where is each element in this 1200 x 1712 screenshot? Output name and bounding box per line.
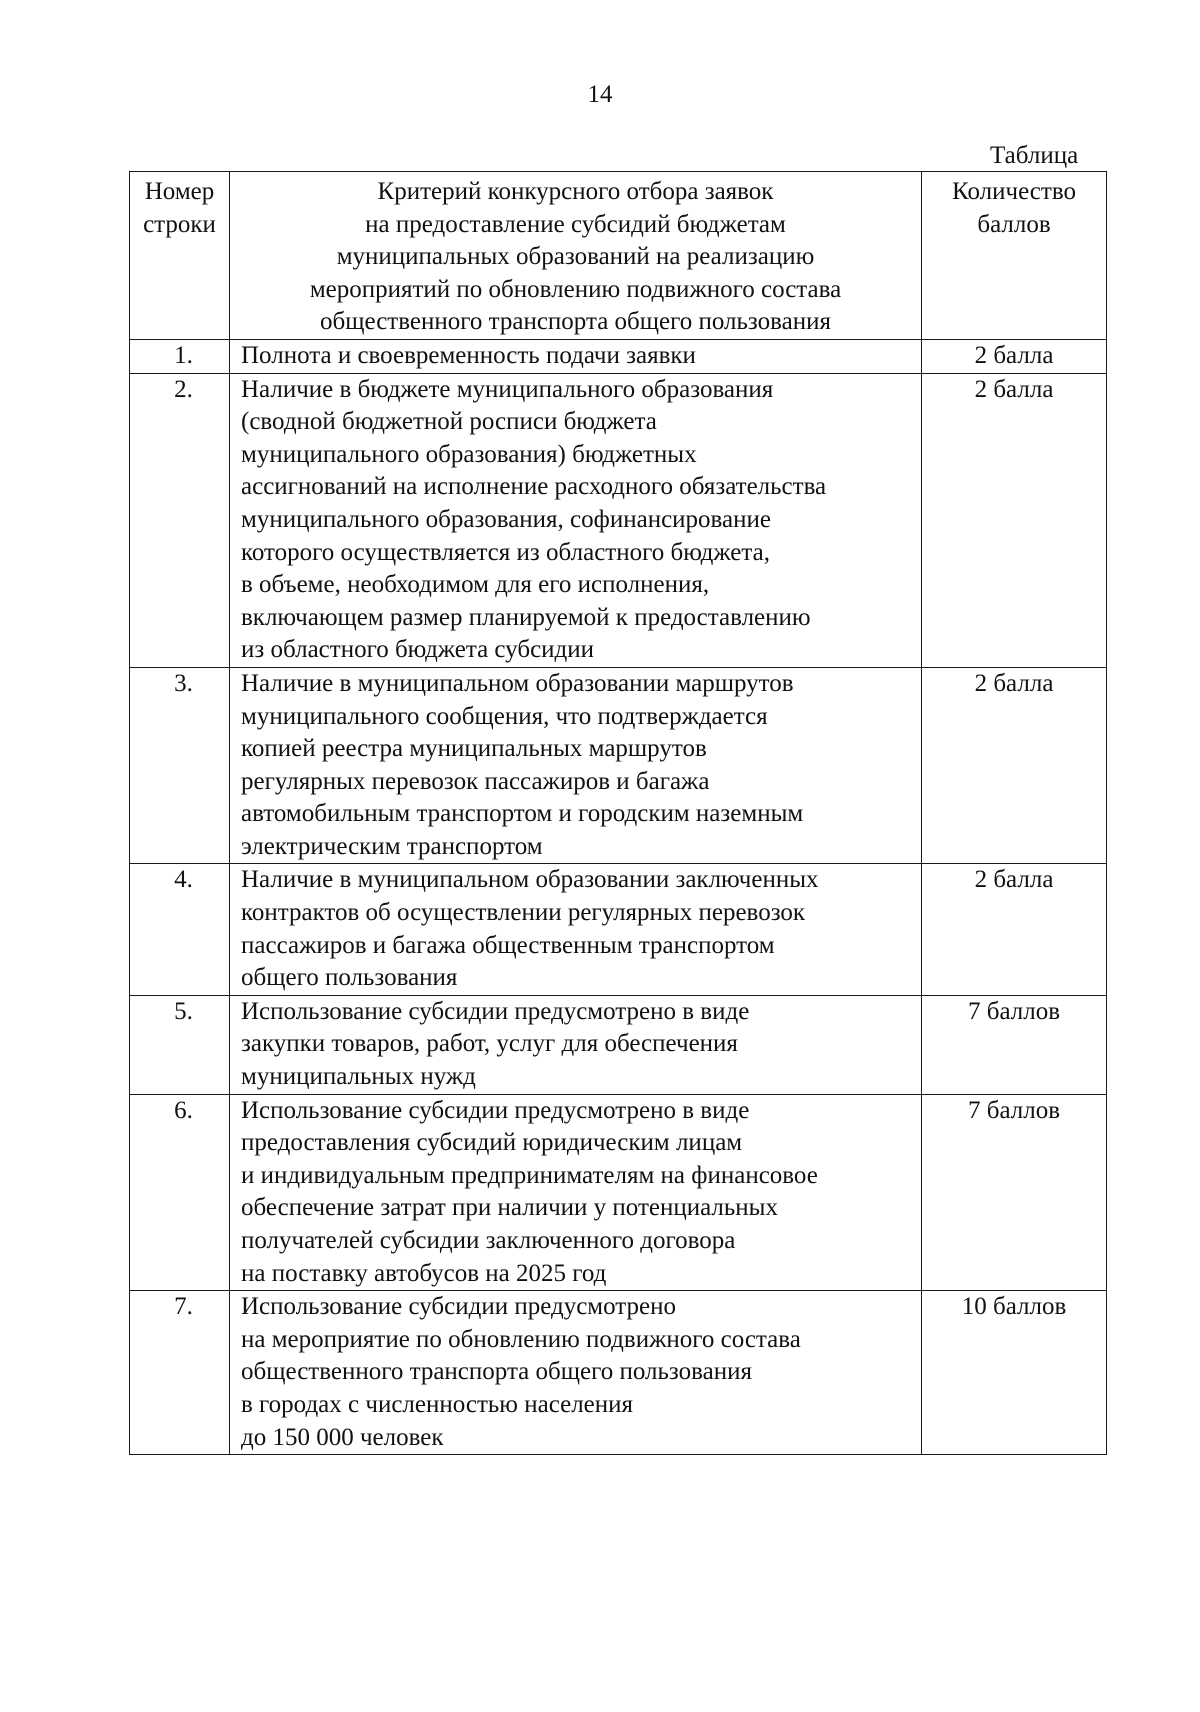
row-criterion: Полнота и своевременность подачи заявки (230, 339, 922, 373)
table-row (130, 1291, 1107, 1455)
row-points: 2 балла (922, 339, 1107, 373)
table-row (130, 1094, 1107, 1291)
row-number: 2. (130, 373, 230, 667)
row-number: 3. (130, 667, 230, 864)
header-number: Номер строки (130, 172, 230, 340)
criteria-table (129, 171, 1107, 1455)
row-criterion: Наличие в муниципальном образовании маршрутов муниципального сообщения, что подтверждается копией реестра муниципальных маршрутов регулярных перевозок пассажиров и багажа автомобильным транспортом и городским наземным электрическим транспортом (230, 667, 922, 864)
row-points: 2 балла (922, 667, 1107, 864)
row-criterion: Наличие в бюджете муниципального образования (сводной бюджетной росписи бюджета муниципального образования) бюджетных ассигнований на исполнение расходного обязательства муниципального образования, софинансирование которого осуществляется из областного бюджета, в объеме, необходимом для его исполнения, включающем размер планируемой к предоставлению из областного бюджета субсидии (230, 373, 922, 667)
row-points: 2 балла (922, 864, 1107, 995)
row-criterion: Использование субсидии предусмотрено на мероприятие по обновлению подвижного состава общественного транспорта общего пользования в городах с численностью населения до 150 000 человек (230, 1291, 922, 1455)
table-row (130, 339, 1107, 373)
table-row (130, 667, 1107, 864)
table-row (130, 864, 1107, 995)
row-number: 7. (130, 1291, 230, 1455)
row-points: 7 баллов (922, 995, 1107, 1094)
row-criterion: Наличие в муниципальном образовании заключенных контрактов об осуществлении регулярных перевозок пассажиров и багажа общественным транспортом общего пользования (230, 864, 922, 995)
table-caption: Таблица (990, 142, 1079, 169)
row-points: 7 баллов (922, 1094, 1107, 1291)
header-points: Количество баллов (922, 172, 1107, 340)
table-row (130, 373, 1107, 667)
row-number: 5. (130, 995, 230, 1094)
row-number: 1. (130, 339, 230, 373)
header-criterion: Критерий конкурсного отбора заявок на предоставление субсидий бюджетам муниципальных образований на реализацию мероприятий по обновлению подвижного состава общественного транспорта общего пользования (230, 172, 922, 340)
table-header-row (130, 172, 1107, 340)
row-points: 2 балла (922, 373, 1107, 667)
row-criterion: Использование субсидии предусмотрено в виде закупки товаров, работ, услуг для обеспечения муниципальных нужд (230, 995, 922, 1094)
row-number: 6. (130, 1094, 230, 1291)
row-number: 4. (130, 864, 230, 995)
row-criterion: Использование субсидии предусмотрено в виде предоставления субсидий юридическим лицам и индивидуальным предпринимателям на финансовое обеспечение затрат при наличии у потенциальных получателей субсидии заключенного договора на поставку автобусов на 2025 год (230, 1094, 922, 1291)
page-number: 14 (587, 81, 613, 108)
table-row (130, 995, 1107, 1094)
row-points: 10 баллов (922, 1291, 1107, 1455)
